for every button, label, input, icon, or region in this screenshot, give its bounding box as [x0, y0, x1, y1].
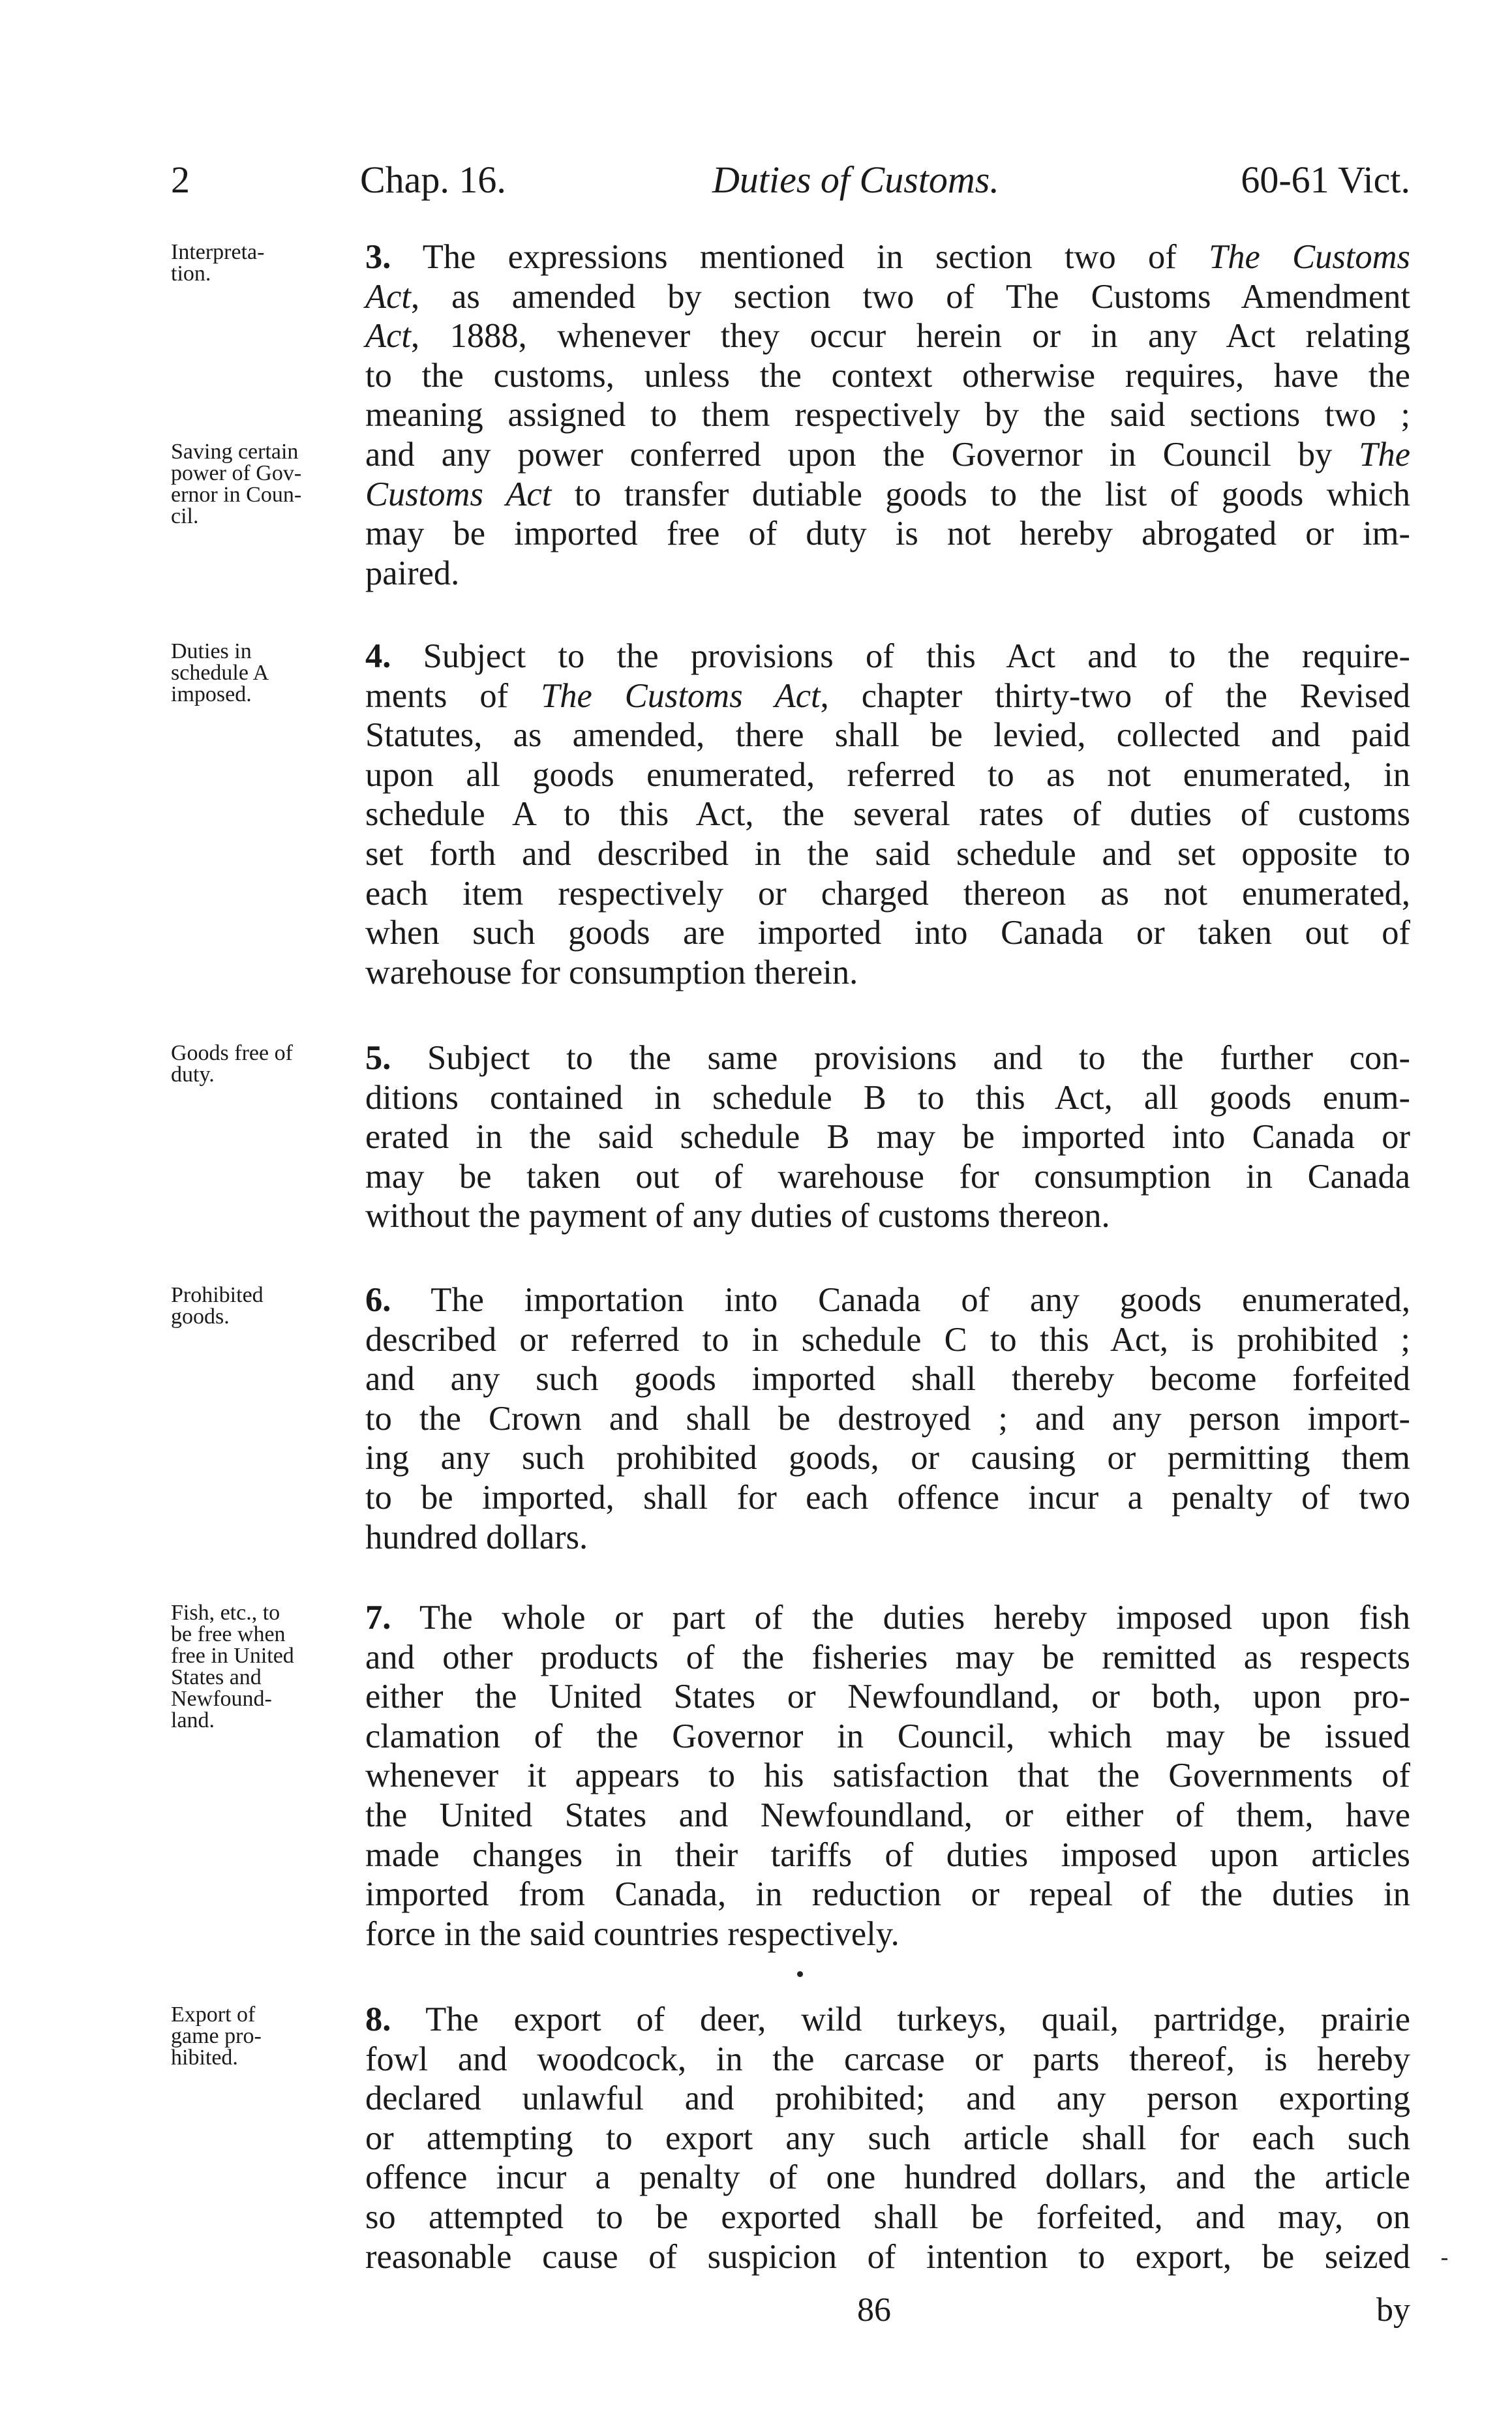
folio-number: 86 — [857, 2291, 891, 2329]
section-number: 8. — [365, 2001, 391, 2038]
section-number: 4. — [365, 637, 391, 675]
section-text: 8. The export of deer, wild turkeys, quail, partridge, prairie fowl and woodcock, in the carcase or parts thereof, is hereby declared unlawful and prohibited; and any person exporting or attempting to export any such article shall for each such offence incur a penalty of one hundred dollars, and the article so attempted to be exported shall be forfeited, and may, on reasonable cause of suspicion of intention to export, be seized — [365, 2001, 1410, 2276]
margin-note: Duties in schedule A imposed. — [171, 639, 269, 706]
stray-mark — [1442, 2258, 1447, 2260]
regnal-year: 60-61 Vict. — [1241, 159, 1410, 201]
margin-note: Saving certain power of Gov- ernor in Coun- cil. — [171, 440, 302, 528]
page-number: 2 — [171, 159, 190, 201]
stray-mark — [797, 1971, 803, 1977]
margin-note: Interpreta- tion. — [171, 240, 265, 286]
margin-note: Prohibited goods. — [171, 1283, 264, 1329]
catchword: by — [1376, 2291, 1410, 2329]
margin-note: Goods free of duty. — [171, 1041, 293, 1087]
running-header — [171, 158, 1410, 210]
margin-note: Fish, etc., to be free when free in United States and Newfound- land. — [171, 1601, 294, 1732]
section-text: 6. The importation into Canada of any goods enumerated, described or referred to in schedule C to this Act, is prohibited ; and any such goods imported shall thereby become forfeited to the Crown and shall be destroyed ; and any person import- ing any such prohibited goods, or causing or permitting them to be imported, shall for each offence incur a penalty of two hundred dollars. — [365, 1281, 1410, 1556]
chapter-label: Chap. 16. — [360, 159, 506, 201]
margin-note: Export of game pro- hibited. — [171, 2002, 262, 2070]
running-title: Duties of Customs. — [712, 159, 999, 201]
section-text: 5. Subject to the same provisions and to the further con- ditions contained in schedule B to this Act, all goods enum- erated in the said schedule B may be imported into Canada or may be taken out of warehouse for consumption in Canada without the payment of any duties of customs thereon. — [365, 1039, 1410, 1235]
section-number: 5. — [365, 1039, 391, 1077]
section-text: 4. Subject to the provisions of this Act and to the require- ments of The Customs Act, chapter thirty-two of the Revised Statutes, as amended, there shall be levied, collected and paid upon all goods enumerated, referred to as not enumerated, in schedule A to this Act, the several rates of duties of customs set forth and described in the said schedule and set opposite to each item respectively or charged thereon as not enumerated, when such goods are imported into Canada or taken out of warehouse for consumption therein. — [365, 637, 1411, 991]
section-number: 7. — [365, 1599, 391, 1637]
section-text: 7. The whole or part of the duties hereby imposed upon fish and other products of the fisheries may be remitted as respects either the United States or Newfoundland, or both, upon pro- clamation of the Governor in Council, which may be issued whenever it appears to his satisfaction that the Governments of the United States and Newfoundland, or either of them, have made changes in their tariffs of duties imposed upon articles imported from Canada, in reduction or repeal of the duties in force in the said countries respectively. — [365, 1599, 1410, 1953]
section-text: 3. The expressions mentioned in section two of The Customs Act, as amended by section two of The Customs Amendment Act, 1888, whenever they occur herein or in any Act relating to the customs, unless the context otherwise requires, have the meaning assigned to them respectively by the said sections two ; and any power conferred upon the Governor in Council by The Customs Act to transfer dutiable goods to the list of goods which may be imported free of duty is not hereby abrogated or im- paired. — [365, 238, 1410, 592]
section-number: 3. — [365, 238, 391, 276]
section-number: 6. — [365, 1281, 391, 1319]
